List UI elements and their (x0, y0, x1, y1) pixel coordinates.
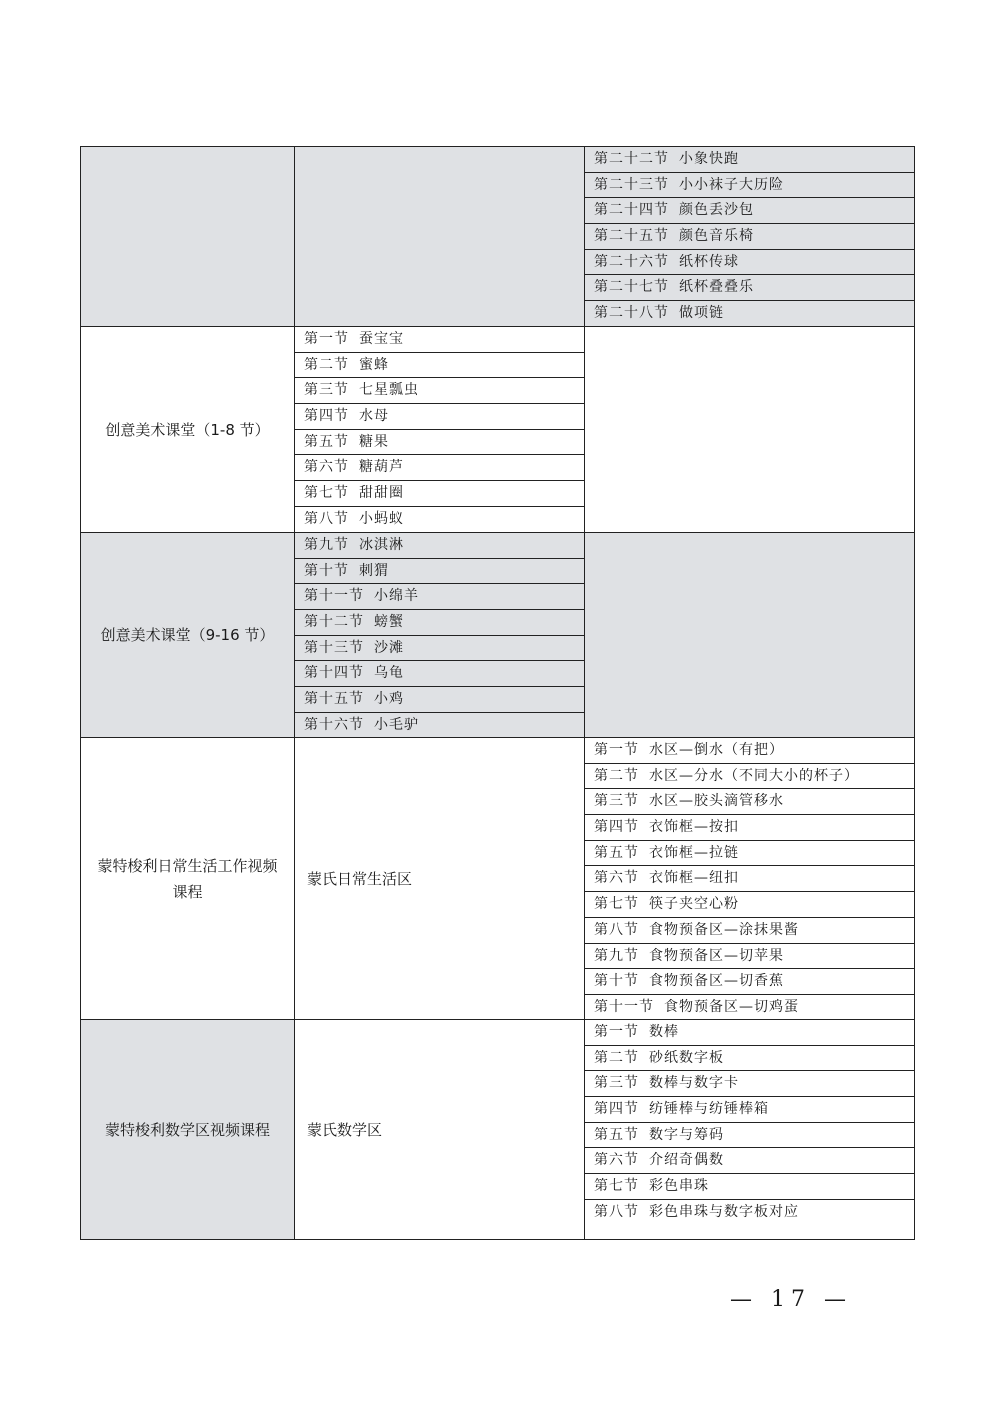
lesson-title: 衣饰框—纽扣 (649, 870, 739, 887)
lesson-column (295, 533, 585, 737)
subcategory-cell: 蒙氏数学区 (295, 1020, 585, 1239)
lesson-row (295, 353, 584, 379)
lesson-number: 第十六节 (304, 716, 364, 733)
lesson-title: 小毛驴 (374, 716, 419, 733)
lesson-row (585, 301, 914, 327)
lesson-number: 第六节 (594, 870, 639, 887)
lesson-title: 衣饰框—拉链 (649, 844, 739, 861)
lesson-title: 彩色串珠与数字板对应 (649, 1203, 799, 1220)
lesson-number: 第八节 (594, 921, 639, 938)
lesson-column (585, 147, 914, 326)
lesson-number: 第二十八节 (594, 305, 669, 322)
lesson-row (585, 1148, 914, 1174)
lesson-title: 彩色串珠 (649, 1178, 709, 1195)
lesson-title: 乌龟 (374, 665, 404, 682)
lesson-row (585, 1071, 914, 1097)
lesson-title: 做项链 (679, 305, 724, 322)
lesson-title: 糖果 (359, 433, 389, 450)
lesson-row (585, 1097, 914, 1123)
lesson-number: 第二十五节 (594, 228, 669, 245)
lesson-number: 第二十二节 (594, 151, 669, 167)
category-cell: 创意美术课堂（9-16 节） (81, 533, 295, 737)
lesson-title: 沙滩 (374, 639, 404, 656)
lesson-row (295, 533, 584, 559)
lesson-title: 小象快跑 (679, 151, 739, 167)
lesson-number: 第三节 (594, 1075, 639, 1092)
lesson-title: 水母 (359, 408, 389, 425)
lesson-column (585, 1020, 914, 1239)
category-cell: 创意美术课堂（1-8 节） (81, 327, 295, 532)
lesson-row (295, 661, 584, 687)
lesson-title: 砂纸数字板 (649, 1049, 724, 1066)
lesson-title: 数棒 (649, 1024, 679, 1040)
lesson-list (585, 147, 914, 327)
lesson-number: 第七节 (594, 896, 639, 913)
lesson-row (295, 378, 584, 404)
lesson-number: 第十节 (304, 562, 349, 579)
lesson-row (585, 173, 914, 199)
lesson-number: 第三节 (304, 382, 349, 399)
lesson-title: 食物预备区—切苹果 (649, 947, 784, 964)
lesson-row (585, 789, 914, 815)
lesson-row (585, 969, 914, 995)
lesson-row (585, 250, 914, 276)
lesson-title: 糖葫芦 (359, 459, 404, 476)
lesson-row (295, 481, 584, 507)
lesson-list (295, 533, 584, 739)
lesson-title: 纸杯传球 (679, 253, 739, 270)
lesson-number: 第八节 (304, 510, 349, 527)
lesson-title: 筷子夹空心粉 (649, 896, 739, 913)
lesson-title: 颜色音乐椅 (679, 228, 754, 245)
lesson-row (585, 918, 914, 944)
lesson-row (295, 687, 584, 713)
empty-cell (585, 533, 914, 737)
lesson-row (585, 1200, 914, 1226)
lesson-row (585, 866, 914, 892)
lesson-number: 第五节 (304, 433, 349, 450)
lesson-title: 水区—倒水（有把） (649, 742, 784, 758)
lesson-number: 第十二节 (304, 614, 364, 631)
lesson-row (585, 1174, 914, 1200)
lesson-title: 小鸡 (374, 691, 404, 708)
lesson-row (585, 815, 914, 841)
lesson-row (585, 1046, 914, 1072)
lesson-list (585, 738, 914, 1021)
lesson-row (295, 327, 584, 353)
lesson-title: 水区—胶头滴管移水 (649, 793, 784, 810)
lesson-row (585, 995, 914, 1021)
lesson-row (295, 584, 584, 610)
lesson-number: 第二十四节 (594, 202, 669, 219)
lesson-row (295, 507, 584, 533)
lesson-row (585, 738, 914, 764)
lesson-title: 蚕宝宝 (359, 331, 404, 347)
lesson-row (295, 636, 584, 662)
lesson-number: 第二节 (594, 1049, 639, 1066)
empty-cell (585, 327, 914, 532)
lesson-title: 冰淇淋 (359, 537, 404, 553)
lesson-title: 食物预备区—涂抹果酱 (649, 921, 799, 938)
table-block-art-9-16 (80, 532, 915, 738)
lesson-title: 小绵羊 (374, 588, 419, 605)
category-cell: 蒙特梭利日常生活工作视频课程 (81, 738, 295, 1019)
lesson-row (295, 559, 584, 585)
lesson-number: 第一节 (594, 742, 639, 758)
lesson-number: 第一节 (594, 1024, 639, 1040)
lesson-number: 第九节 (304, 537, 349, 553)
lesson-title: 数棒与数字卡 (649, 1075, 739, 1092)
lesson-number: 第四节 (304, 408, 349, 425)
lesson-number: 第五节 (594, 844, 639, 861)
lesson-row (295, 713, 584, 739)
lesson-row (295, 455, 584, 481)
lesson-number: 第七节 (594, 1178, 639, 1195)
lesson-number: 第十一节 (594, 998, 654, 1015)
lesson-row (585, 764, 914, 790)
lesson-list (295, 327, 584, 533)
lesson-number: 第七节 (304, 485, 349, 502)
page-number: — 17 — (730, 1287, 852, 1312)
lesson-title: 水区—分水（不同大小的杯子） (649, 767, 859, 784)
lesson-row (585, 944, 914, 970)
lesson-column (585, 738, 914, 1019)
lesson-row (585, 198, 914, 224)
lesson-number: 第二十六节 (594, 253, 669, 270)
lesson-number: 第九节 (594, 947, 639, 964)
lesson-number: 第五节 (594, 1126, 639, 1143)
category-cell: 蒙特梭利数学区视频课程 (81, 1020, 295, 1239)
lesson-row (295, 430, 584, 456)
lesson-title: 小蚂蚁 (359, 510, 404, 527)
lesson-row (585, 147, 914, 173)
lesson-list (585, 1020, 914, 1226)
lesson-number: 第三节 (594, 793, 639, 810)
lesson-number: 第十五节 (304, 691, 364, 708)
table-block-montessori-math (80, 1019, 915, 1240)
lesson-row (295, 610, 584, 636)
lesson-title: 小小袜子大历险 (679, 176, 784, 193)
lesson-number: 第二十三节 (594, 176, 669, 193)
lesson-title: 螃蟹 (374, 614, 404, 631)
lesson-number: 第四节 (594, 1101, 639, 1118)
lesson-title: 食物预备区—切鸡蛋 (664, 998, 799, 1015)
lesson-row (585, 892, 914, 918)
lesson-number: 第二节 (594, 767, 639, 784)
table-block-montessori-daily-life (80, 737, 915, 1020)
lesson-title: 甜甜圈 (359, 485, 404, 502)
lesson-title: 纸杯叠叠乐 (679, 279, 754, 296)
lesson-number: 第十三节 (304, 639, 364, 656)
lesson-number: 第十一节 (304, 588, 364, 605)
category-cell-empty (81, 147, 295, 326)
lesson-row (585, 1020, 914, 1046)
subcategory-cell: 蒙氏日常生活区 (295, 738, 585, 1019)
lesson-title: 纺锤棒与纺锤棒箱 (649, 1101, 769, 1118)
lesson-number: 第六节 (304, 459, 349, 476)
lesson-title: 食物预备区—切香蕉 (649, 973, 784, 990)
lesson-title: 蜜蜂 (359, 356, 389, 373)
lesson-number: 第八节 (594, 1203, 639, 1220)
lesson-number: 第二节 (304, 356, 349, 373)
lesson-row (585, 1123, 914, 1149)
lesson-title: 介绍奇偶数 (649, 1152, 724, 1169)
lesson-number: 第十四节 (304, 665, 364, 682)
lesson-title: 衣饰框—按扣 (649, 819, 739, 836)
lesson-number: 第一节 (304, 331, 349, 347)
subcategory-cell-empty (295, 147, 585, 326)
lesson-title: 七星瓢虫 (359, 382, 419, 399)
lesson-row (295, 404, 584, 430)
lesson-number: 第十节 (594, 973, 639, 990)
lesson-title: 数字与筹码 (649, 1126, 724, 1143)
table-block-art-1-8 (80, 326, 915, 533)
lesson-title: 刺猬 (359, 562, 389, 579)
lesson-row (585, 275, 914, 301)
lesson-number: 第二十七节 (594, 279, 669, 296)
lesson-number: 第六节 (594, 1152, 639, 1169)
lesson-row (585, 841, 914, 867)
table-block-continuation (80, 146, 915, 327)
lesson-column (295, 327, 585, 532)
lesson-number: 第四节 (594, 819, 639, 836)
lesson-row (585, 224, 914, 250)
lesson-title: 颜色丢沙包 (679, 202, 754, 219)
